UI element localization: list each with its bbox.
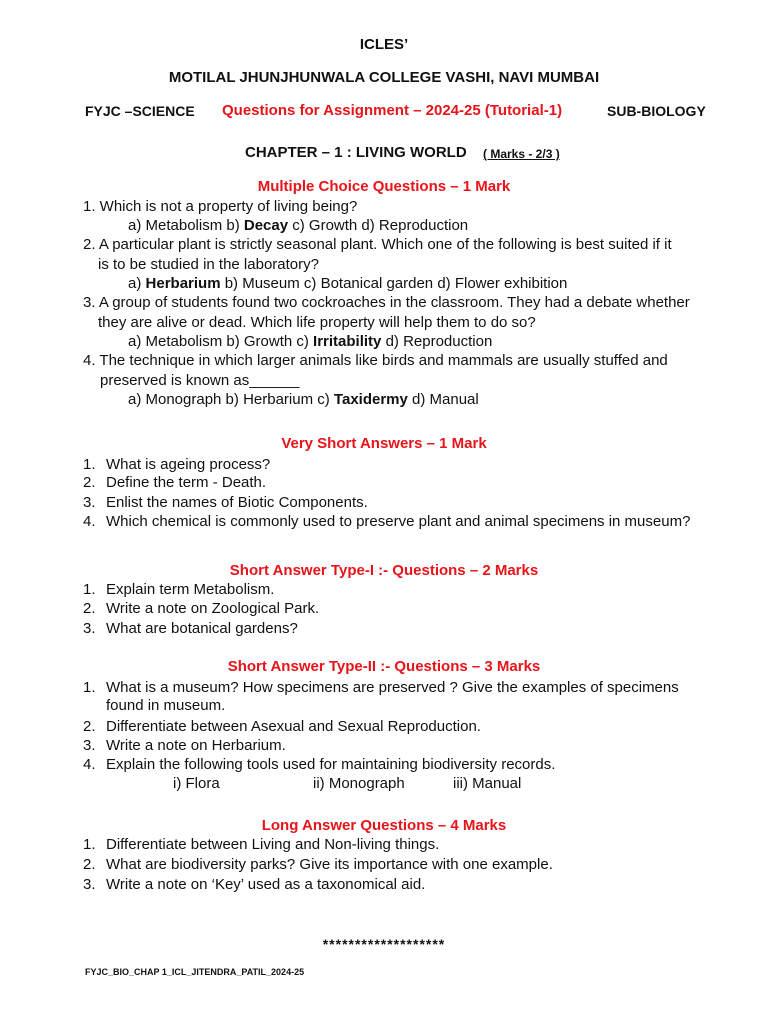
mcq-question-3: 3. A group of students found two cockroaches in the classroom. They had a debate whether [83,294,690,311]
sa2-section-title: Short Answer Type-II :- Questions – 3 Marks [227,658,541,675]
list-item-cont: found in museum. [106,697,226,714]
tool-monograph: ii) Monograph [313,775,405,792]
mcq-options-2: a) Herbarium b) Museum c) Botanical garden d) Flower exhibition [128,275,568,292]
mcq-section-title: Multiple Choice Questions – 1 Mark [257,178,511,195]
list-item: 3. Write a note on Herbarium. [83,737,286,754]
mcq-question-2-cont: is to be studied in the laboratory? [98,256,319,273]
subject-label: SUB-BIOLOGY [607,103,706,119]
class-label: FYJC –SCIENCE [85,103,195,119]
chapter-marks: ( Marks - 2/3 ) [483,147,560,161]
mcq-options-1: a) Metabolism b) Decay c) Growth d) Reproduction [128,217,469,234]
mcq-question-3-cont: they are alive or dead. Which life property will help them to do so? [98,314,536,331]
tool-manual: iii) Manual [453,775,522,792]
mcq-question-4-cont: preserved is known as______ [100,372,300,389]
list-item: 4. Explain the following tools used for maintaining biodiversity records. [83,756,556,773]
mcq-question-2: 2. A particular plant is strictly seasonal plant. Which one of the following is best suited if it [83,236,672,253]
la-section-title: Long Answer Questions – 4 Marks [261,817,507,834]
mcq-options-4: a) Monograph b) Herbarium c) Taxidermy d) Manual [128,391,479,408]
list-item: 2. What are biodiversity parks? Give its importance with one example. [83,856,553,873]
list-item: 1. Differentiate between Living and Non-living things. [83,836,440,853]
org-title: ICLES’ [359,36,409,53]
list-item: 4. Which chemical is commonly used to preserve plant and animal specimens in museum? [83,513,691,530]
list-item: 1. What is a museum? How specimens are preserved ? Give the examples of specimens [83,679,679,696]
mcq-options-3: a) Metabolism b) Growth c) Irritability d) Reproduction [128,333,493,350]
college-title: MOTILAL JHUNJHUNWALA COLLEGE VASHI, NAVI MUMBAI [168,69,600,86]
mcq-question-1: 1. Which is not a property of living being? [83,198,358,215]
chapter-title: CHAPTER – 1 : LIVING WORLD [245,144,467,161]
sa1-section-title: Short Answer Type-I :- Questions – 2 Marks [229,562,539,579]
list-item: 3. Write a note on ‘Key’ used as a taxonomical aid. [83,876,426,893]
mcq-question-4: 4. The technique in which larger animals like birds and mammals are usually stuffed and [83,352,668,369]
list-item: 1. Explain term Metabolism. [83,581,275,598]
list-item: 3. Enlist the names of Biotic Components. [83,494,368,511]
tool-flora: i) Flora [173,775,220,792]
vsa-section-title: Very Short Answers – 1 Mark [281,435,487,452]
assignment-title: Questions for Assignment – 2024-25 (Tutorial-1) [222,102,563,119]
list-item: 2. Write a note on Zoological Park. [83,600,320,617]
list-item: 2. Differentiate between Asexual and Sexual Reproduction. [83,718,481,735]
list-item: 1. What is ageing process? [83,456,271,473]
list-item: 2. Define the term - Death. [83,474,267,491]
footer-code: FYJC_BIO_CHAP 1_ICL_JITENDRA_PATIL_2024-25 [85,967,305,977]
footer-separator: ******************* [322,936,446,952]
list-item: 3. What are botanical gardens? [83,620,298,637]
